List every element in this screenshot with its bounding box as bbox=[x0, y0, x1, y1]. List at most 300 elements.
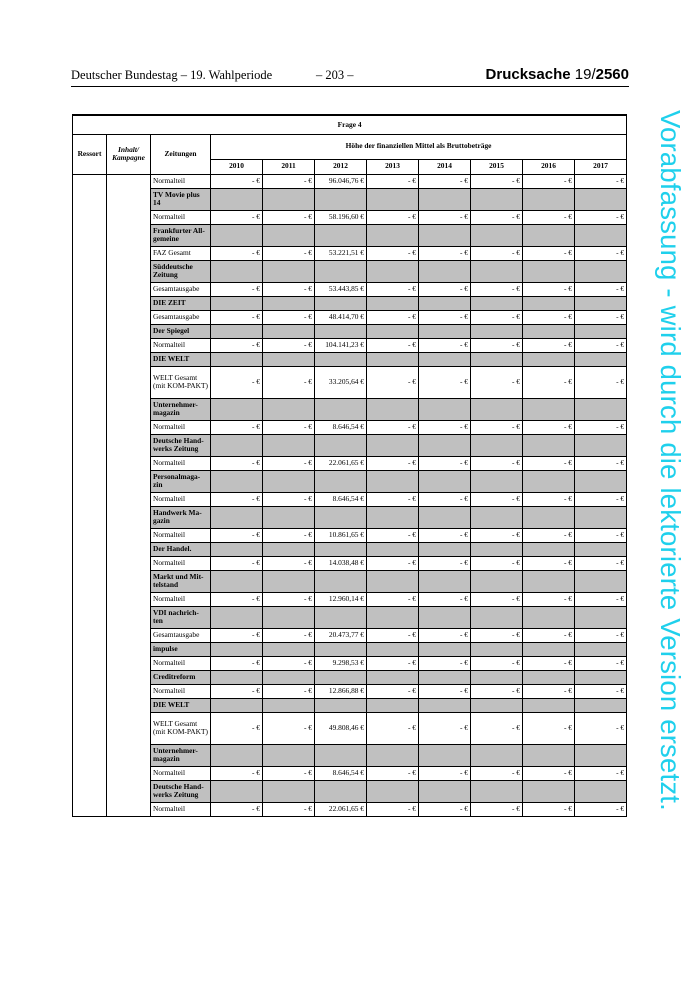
amount-cell: - € bbox=[263, 802, 315, 816]
empty-cell bbox=[263, 780, 315, 802]
amount-cell: - € bbox=[575, 310, 627, 324]
empty-cell bbox=[315, 670, 367, 684]
publication-name: Creditreform bbox=[151, 670, 211, 684]
amount-cell: - € bbox=[419, 628, 471, 642]
publication-row bbox=[73, 698, 627, 712]
edition-name: Normalteil bbox=[151, 174, 211, 188]
publication-row bbox=[73, 434, 627, 456]
publication-row bbox=[73, 470, 627, 492]
amount-cell: - € bbox=[419, 684, 471, 698]
publication-name: TV Movie plus 14 bbox=[151, 188, 211, 210]
amount-cell: - € bbox=[523, 492, 575, 506]
amount-cell: - € bbox=[575, 802, 627, 816]
publication-name: Der Spiegel bbox=[151, 324, 211, 338]
edition-name: Normalteil bbox=[151, 592, 211, 606]
amount-cell: - € bbox=[367, 712, 419, 744]
amount-cell: 8.646,54 € bbox=[315, 492, 367, 506]
empty-cell bbox=[419, 606, 471, 628]
amount-cell: - € bbox=[471, 656, 523, 670]
publication-row bbox=[73, 670, 627, 684]
table-row bbox=[73, 456, 627, 470]
publication-name: Deutsche Hand-werks Zeitung bbox=[151, 434, 211, 456]
amount-cell: 9.298,53 € bbox=[315, 656, 367, 670]
amount-cell: - € bbox=[211, 210, 263, 224]
year-header: 2015 bbox=[471, 159, 523, 174]
empty-cell bbox=[471, 698, 523, 712]
edition-name: Normalteil bbox=[151, 210, 211, 224]
column-header-hoehe: Höhe der finanziellen Mittel als Bruttobeträge bbox=[211, 134, 627, 159]
amount-cell: - € bbox=[575, 628, 627, 642]
amount-cell: - € bbox=[211, 712, 263, 744]
empty-cell bbox=[523, 260, 575, 282]
amount-cell: - € bbox=[471, 282, 523, 296]
publication-name: Süddeutsche Zeitung bbox=[151, 260, 211, 282]
amount-cell: - € bbox=[263, 338, 315, 352]
empty-cell bbox=[263, 324, 315, 338]
column-header-inhalt: Inhalt/ Kampagne bbox=[107, 134, 151, 174]
table-row bbox=[73, 712, 627, 744]
empty-cell bbox=[211, 780, 263, 802]
empty-cell bbox=[419, 188, 471, 210]
publication-name: DIE WELT bbox=[151, 698, 211, 712]
year-header: 2010 bbox=[211, 159, 263, 174]
amount-cell: - € bbox=[419, 366, 471, 398]
amount-cell: 48.414,70 € bbox=[315, 310, 367, 324]
empty-cell bbox=[471, 224, 523, 246]
empty-cell bbox=[419, 470, 471, 492]
empty-cell bbox=[367, 398, 419, 420]
publication-name: Handwerk Ma-gazin bbox=[151, 506, 211, 528]
amount-cell: - € bbox=[367, 528, 419, 542]
amount-cell: - € bbox=[575, 174, 627, 188]
empty-cell bbox=[575, 506, 627, 528]
amount-cell: - € bbox=[523, 628, 575, 642]
amount-cell: - € bbox=[575, 684, 627, 698]
empty-cell bbox=[419, 506, 471, 528]
amount-cell: - € bbox=[367, 656, 419, 670]
amount-cell: - € bbox=[523, 456, 575, 470]
empty-cell bbox=[263, 698, 315, 712]
empty-cell bbox=[575, 260, 627, 282]
amount-cell: 33.205,64 € bbox=[315, 366, 367, 398]
edition-name: Normalteil bbox=[151, 420, 211, 434]
table-row bbox=[73, 802, 627, 816]
empty-cell bbox=[315, 606, 367, 628]
amount-cell: - € bbox=[575, 246, 627, 260]
empty-cell bbox=[315, 188, 367, 210]
empty-cell bbox=[367, 296, 419, 310]
empty-cell bbox=[419, 698, 471, 712]
amount-cell: 10.861,65 € bbox=[315, 528, 367, 542]
empty-cell bbox=[523, 434, 575, 456]
amount-cell: - € bbox=[523, 338, 575, 352]
empty-cell bbox=[419, 570, 471, 592]
empty-cell bbox=[367, 606, 419, 628]
empty-cell bbox=[367, 434, 419, 456]
amount-cell: - € bbox=[523, 310, 575, 324]
empty-cell bbox=[263, 470, 315, 492]
year-header: 2012 bbox=[315, 159, 367, 174]
amount-cell: - € bbox=[211, 282, 263, 296]
empty-cell bbox=[367, 670, 419, 684]
empty-cell bbox=[419, 296, 471, 310]
empty-cell bbox=[575, 606, 627, 628]
amount-cell: - € bbox=[575, 492, 627, 506]
amount-cell: - € bbox=[471, 556, 523, 570]
empty-cell bbox=[471, 542, 523, 556]
empty-cell bbox=[315, 570, 367, 592]
amount-cell: - € bbox=[211, 366, 263, 398]
amount-cell: 12.866,88 € bbox=[315, 684, 367, 698]
header-rule bbox=[71, 86, 629, 87]
amount-cell: - € bbox=[575, 556, 627, 570]
amount-cell: - € bbox=[419, 556, 471, 570]
edition-name: Gesamtausgabe bbox=[151, 282, 211, 296]
amount-cell: 14.038,48 € bbox=[315, 556, 367, 570]
amount-cell: - € bbox=[367, 420, 419, 434]
empty-cell bbox=[211, 506, 263, 528]
amount-cell: - € bbox=[575, 712, 627, 744]
amount-cell: - € bbox=[523, 802, 575, 816]
empty-cell bbox=[315, 434, 367, 456]
publication-name: DIE WELT bbox=[151, 352, 211, 366]
publication-row bbox=[73, 260, 627, 282]
empty-cell bbox=[523, 780, 575, 802]
edition-name: FAZ Gesamt bbox=[151, 246, 211, 260]
amount-cell: - € bbox=[367, 282, 419, 296]
table-row bbox=[73, 246, 627, 260]
empty-cell bbox=[211, 188, 263, 210]
empty-cell bbox=[263, 398, 315, 420]
amount-cell: 49.808,46 € bbox=[315, 712, 367, 744]
amount-cell: - € bbox=[419, 310, 471, 324]
empty-cell bbox=[523, 224, 575, 246]
publication-name: Deutsche Hand-werks Zeitung bbox=[151, 780, 211, 802]
document-number bbox=[486, 66, 629, 83]
table-row bbox=[73, 174, 627, 188]
empty-cell bbox=[263, 260, 315, 282]
amount-cell: 22.061,65 € bbox=[315, 802, 367, 816]
watermark-text: Vorabfassung - wird durch die lektorierte Version ersetzt. bbox=[655, 110, 686, 811]
empty-cell bbox=[211, 570, 263, 592]
amount-cell: - € bbox=[471, 246, 523, 260]
amount-cell: 22.061,65 € bbox=[315, 456, 367, 470]
empty-cell bbox=[263, 296, 315, 310]
amount-cell: - € bbox=[575, 338, 627, 352]
empty-cell bbox=[367, 470, 419, 492]
empty-cell bbox=[419, 260, 471, 282]
amount-cell: - € bbox=[575, 456, 627, 470]
amount-cell: - € bbox=[263, 282, 315, 296]
amount-cell: 8.646,54 € bbox=[315, 420, 367, 434]
empty-cell bbox=[211, 698, 263, 712]
empty-cell bbox=[575, 398, 627, 420]
empty-cell bbox=[367, 506, 419, 528]
amount-cell: - € bbox=[523, 282, 575, 296]
amount-cell: - € bbox=[575, 528, 627, 542]
amount-cell: - € bbox=[523, 684, 575, 698]
empty-cell bbox=[523, 324, 575, 338]
publication-row bbox=[73, 324, 627, 338]
amount-cell: - € bbox=[419, 210, 471, 224]
amount-cell: - € bbox=[471, 528, 523, 542]
empty-cell bbox=[523, 642, 575, 656]
empty-cell bbox=[471, 260, 523, 282]
amount-cell: - € bbox=[523, 366, 575, 398]
amount-cell: - € bbox=[471, 366, 523, 398]
edition-name: WELT Gesamt (mit KOM-PAKT) bbox=[151, 712, 211, 744]
amount-cell: - € bbox=[211, 684, 263, 698]
amount-cell: - € bbox=[471, 210, 523, 224]
page-number: – 203 – bbox=[316, 68, 354, 82]
column-header-ressort: Ressort bbox=[73, 134, 107, 174]
empty-cell bbox=[419, 434, 471, 456]
amount-cell: 53.443,85 € bbox=[315, 282, 367, 296]
edition-name: Normalteil bbox=[151, 456, 211, 470]
table-row bbox=[73, 310, 627, 324]
edition-name: Normalteil bbox=[151, 528, 211, 542]
year-header: 2011 bbox=[263, 159, 315, 174]
amount-cell: - € bbox=[367, 246, 419, 260]
empty-cell bbox=[315, 398, 367, 420]
empty-cell bbox=[471, 470, 523, 492]
amount-cell: - € bbox=[263, 712, 315, 744]
empty-cell bbox=[575, 670, 627, 684]
empty-cell bbox=[575, 744, 627, 766]
empty-cell bbox=[575, 296, 627, 310]
empty-cell bbox=[523, 470, 575, 492]
table-row bbox=[73, 210, 627, 224]
table-title: Frage 4 bbox=[73, 115, 627, 134]
year-header: 2014 bbox=[419, 159, 471, 174]
table-row bbox=[73, 282, 627, 296]
amount-cell: - € bbox=[367, 556, 419, 570]
empty-cell bbox=[419, 224, 471, 246]
empty-cell bbox=[367, 352, 419, 366]
empty-cell bbox=[315, 296, 367, 310]
amount-cell: - € bbox=[471, 174, 523, 188]
amount-cell: - € bbox=[523, 712, 575, 744]
amount-cell: - € bbox=[523, 766, 575, 780]
draft-watermark bbox=[646, 110, 686, 910]
document-label: Drucksache bbox=[485, 66, 571, 83]
amount-cell: - € bbox=[523, 592, 575, 606]
amount-cell: - € bbox=[471, 456, 523, 470]
empty-cell bbox=[315, 224, 367, 246]
empty-cell bbox=[523, 606, 575, 628]
empty-cell bbox=[263, 188, 315, 210]
publication-row bbox=[73, 188, 627, 210]
amount-cell: - € bbox=[471, 802, 523, 816]
edition-name: Gesamtausgabe bbox=[151, 310, 211, 324]
amount-cell: - € bbox=[263, 556, 315, 570]
empty-cell bbox=[263, 570, 315, 592]
amount-cell: - € bbox=[419, 420, 471, 434]
amount-cell: - € bbox=[419, 174, 471, 188]
empty-cell bbox=[263, 642, 315, 656]
funding-table bbox=[72, 114, 627, 817]
amount-cell: - € bbox=[471, 766, 523, 780]
empty-cell bbox=[471, 398, 523, 420]
publication-name: Markt und Mit-telstand bbox=[151, 570, 211, 592]
empty-cell bbox=[211, 642, 263, 656]
edition-name: Normalteil bbox=[151, 338, 211, 352]
empty-cell bbox=[211, 224, 263, 246]
amount-cell: - € bbox=[419, 592, 471, 606]
empty-cell bbox=[419, 352, 471, 366]
amount-cell: - € bbox=[263, 766, 315, 780]
amount-cell: - € bbox=[211, 556, 263, 570]
empty-cell bbox=[211, 352, 263, 366]
edition-name: Gesamtausgabe bbox=[151, 628, 211, 642]
amount-cell: - € bbox=[367, 310, 419, 324]
empty-cell bbox=[367, 188, 419, 210]
empty-cell bbox=[367, 780, 419, 802]
amount-cell: - € bbox=[211, 528, 263, 542]
amount-cell: - € bbox=[263, 420, 315, 434]
edition-name: Normalteil bbox=[151, 492, 211, 506]
amount-cell: - € bbox=[263, 210, 315, 224]
table-row bbox=[73, 628, 627, 642]
empty-cell bbox=[263, 224, 315, 246]
amount-cell: - € bbox=[419, 712, 471, 744]
empty-cell bbox=[419, 398, 471, 420]
amount-cell: - € bbox=[263, 628, 315, 642]
publication-row bbox=[73, 224, 627, 246]
empty-cell bbox=[523, 670, 575, 684]
table-body bbox=[73, 174, 627, 816]
amount-cell: - € bbox=[471, 492, 523, 506]
amount-cell: - € bbox=[211, 628, 263, 642]
empty-cell bbox=[575, 324, 627, 338]
amount-cell: - € bbox=[367, 338, 419, 352]
empty-cell bbox=[367, 698, 419, 712]
empty-cell bbox=[211, 398, 263, 420]
amount-cell: - € bbox=[263, 246, 315, 260]
empty-cell bbox=[315, 506, 367, 528]
empty-cell bbox=[471, 324, 523, 338]
amount-cell: - € bbox=[523, 656, 575, 670]
amount-cell: - € bbox=[575, 210, 627, 224]
empty-cell bbox=[263, 670, 315, 684]
year-header: 2013 bbox=[367, 159, 419, 174]
amount-cell: - € bbox=[367, 766, 419, 780]
empty-cell bbox=[263, 506, 315, 528]
edition-name: Normalteil bbox=[151, 802, 211, 816]
amount-cell: - € bbox=[211, 456, 263, 470]
empty-cell bbox=[367, 324, 419, 338]
document-number-prefix: 19/ bbox=[574, 66, 596, 83]
amount-cell: - € bbox=[211, 492, 263, 506]
empty-cell bbox=[575, 224, 627, 246]
empty-cell bbox=[575, 188, 627, 210]
empty-cell bbox=[471, 506, 523, 528]
empty-cell bbox=[575, 352, 627, 366]
empty-cell bbox=[471, 434, 523, 456]
amount-cell: - € bbox=[575, 282, 627, 296]
publication-row bbox=[73, 296, 627, 310]
amount-cell: - € bbox=[211, 310, 263, 324]
empty-cell bbox=[367, 224, 419, 246]
amount-cell: - € bbox=[263, 174, 315, 188]
empty-cell bbox=[367, 744, 419, 766]
publication-name: Personalmaga-zin bbox=[151, 470, 211, 492]
empty-cell bbox=[315, 352, 367, 366]
publication-name: Unternehmer-magazin bbox=[151, 744, 211, 766]
amount-cell: - € bbox=[211, 766, 263, 780]
publication-name: DIE ZEIT bbox=[151, 296, 211, 310]
empty-cell bbox=[419, 642, 471, 656]
table-row bbox=[73, 684, 627, 698]
table-row bbox=[73, 656, 627, 670]
empty-cell bbox=[211, 260, 263, 282]
amount-cell: - € bbox=[211, 174, 263, 188]
empty-cell bbox=[471, 296, 523, 310]
empty-cell bbox=[211, 606, 263, 628]
empty-cell bbox=[315, 744, 367, 766]
amount-cell: - € bbox=[367, 592, 419, 606]
empty-cell bbox=[523, 744, 575, 766]
empty-cell bbox=[523, 296, 575, 310]
empty-cell bbox=[315, 260, 367, 282]
table-row bbox=[73, 492, 627, 506]
table-row bbox=[73, 338, 627, 352]
year-header: 2016 bbox=[523, 159, 575, 174]
empty-cell bbox=[211, 324, 263, 338]
amount-cell: - € bbox=[575, 420, 627, 434]
amount-cell: - € bbox=[367, 366, 419, 398]
empty-cell bbox=[367, 642, 419, 656]
empty-cell bbox=[523, 352, 575, 366]
amount-cell: - € bbox=[523, 246, 575, 260]
empty-cell bbox=[471, 780, 523, 802]
empty-cell bbox=[471, 670, 523, 684]
table-row bbox=[73, 766, 627, 780]
empty-cell bbox=[523, 506, 575, 528]
edition-name: Normalteil bbox=[151, 656, 211, 670]
amount-cell: - € bbox=[367, 492, 419, 506]
amount-cell: - € bbox=[575, 766, 627, 780]
column-header-zeitungen: Zeitungen bbox=[151, 134, 211, 174]
empty-cell bbox=[419, 780, 471, 802]
amount-cell: - € bbox=[211, 802, 263, 816]
amount-cell: - € bbox=[263, 528, 315, 542]
amount-cell: - € bbox=[575, 656, 627, 670]
empty-cell bbox=[211, 542, 263, 556]
page-header bbox=[71, 68, 629, 86]
empty-cell bbox=[523, 398, 575, 420]
amount-cell: - € bbox=[523, 556, 575, 570]
amount-cell: - € bbox=[211, 656, 263, 670]
empty-cell bbox=[211, 470, 263, 492]
amount-cell: 20.473,77 € bbox=[315, 628, 367, 642]
amount-cell: 12.960,14 € bbox=[315, 592, 367, 606]
publication-name: Der Handel. bbox=[151, 542, 211, 556]
empty-cell bbox=[315, 642, 367, 656]
amount-cell: - € bbox=[367, 210, 419, 224]
publication-row bbox=[73, 780, 627, 802]
empty-cell bbox=[315, 698, 367, 712]
empty-cell bbox=[575, 470, 627, 492]
amount-cell: - € bbox=[419, 456, 471, 470]
amount-cell: - € bbox=[263, 684, 315, 698]
empty-cell bbox=[471, 352, 523, 366]
table-row bbox=[73, 528, 627, 542]
amount-cell: - € bbox=[471, 712, 523, 744]
amount-cell: - € bbox=[367, 174, 419, 188]
empty-cell bbox=[523, 698, 575, 712]
amount-cell: - € bbox=[367, 456, 419, 470]
